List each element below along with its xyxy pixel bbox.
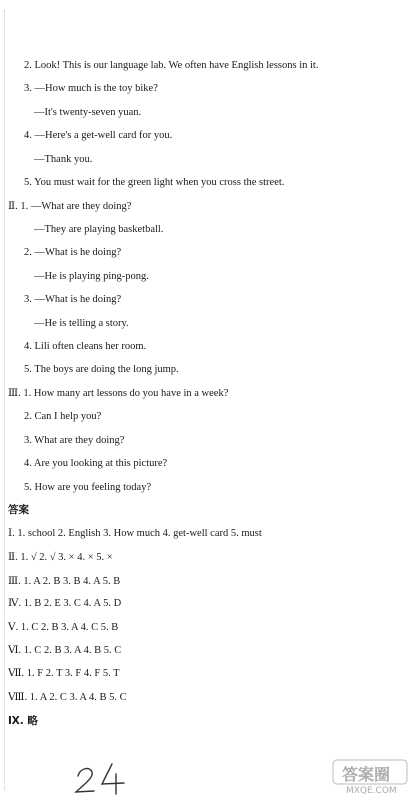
text-line: 4. —Here's a get-well card for you. [24,130,173,141]
answer-row: Ⅳ. 1. B 2. E 3. C 4. A 5. D [8,598,122,609]
margin-rule [4,10,5,790]
text-line: —Thank you. [34,154,93,165]
text-line: 5. The boys are doing the long jump. [24,364,179,375]
answer-row: Ⅸ. 略 [8,715,38,727]
answer-row: Ⅴ. 1. C 2. B 3. A 4. C 5. B [8,622,119,633]
answer-row: Ⅵ. 1. C 2. B 3. A 4. B 5. C [8,645,122,656]
text-line: —He is telling a story. [34,318,129,329]
watermark-text: 答案圈 [342,765,391,784]
text-line: 3. What are they doing? [24,435,125,446]
text-line: 5. You must wait for the green light when you cross the street. [24,177,285,188]
text-line: —It's twenty-seven yuan. [34,107,142,118]
text-line: —He is playing ping-pong. [34,271,149,282]
text-line: 4. Lili often cleans her room. [24,341,147,352]
text-line: 4. Are you looking at this picture? [24,458,168,469]
text-line: 2. —What is he doing? [24,247,122,258]
text-line: 2. Can I help you? [24,411,102,422]
text-line: 5. How are you feeling today? [24,482,152,493]
watermark-url: MXQE.COM [346,786,397,796]
answer-row: Ⅲ. 1. A 2. B 3. B 4. A 5. B [8,576,121,587]
text-line: —They are playing basketball. [34,224,164,235]
text-line: 3. —What is he doing? [24,294,122,305]
text-line: 3. —How much is the toy bike? [24,83,158,94]
answer-row: Ⅰ. 1. school 2. English 3. How much 4. get-well card 5. must [8,528,262,539]
handwritten-page-number [72,760,132,796]
section-heading: Ⅱ. 1. —What are they doing? [8,201,132,212]
answer-row: Ⅶ. 1. F 2. T 3. F 4. F 5. T [8,668,120,679]
answer-row: Ⅱ. 1. √ 2. √ 3. × 4. × 5. × [8,552,113,563]
answer-row: Ⅷ. 1. A 2. C 3. A 4. B 5. C [8,692,127,703]
section-heading: Ⅲ. 1. How many art lessons do you have in a week? [8,388,229,399]
text-line: 2. Look! This is our language lab. We often have English lessons in it. [24,60,319,71]
answers-heading: 答案 [8,504,29,516]
watermark-logo [332,758,408,798]
